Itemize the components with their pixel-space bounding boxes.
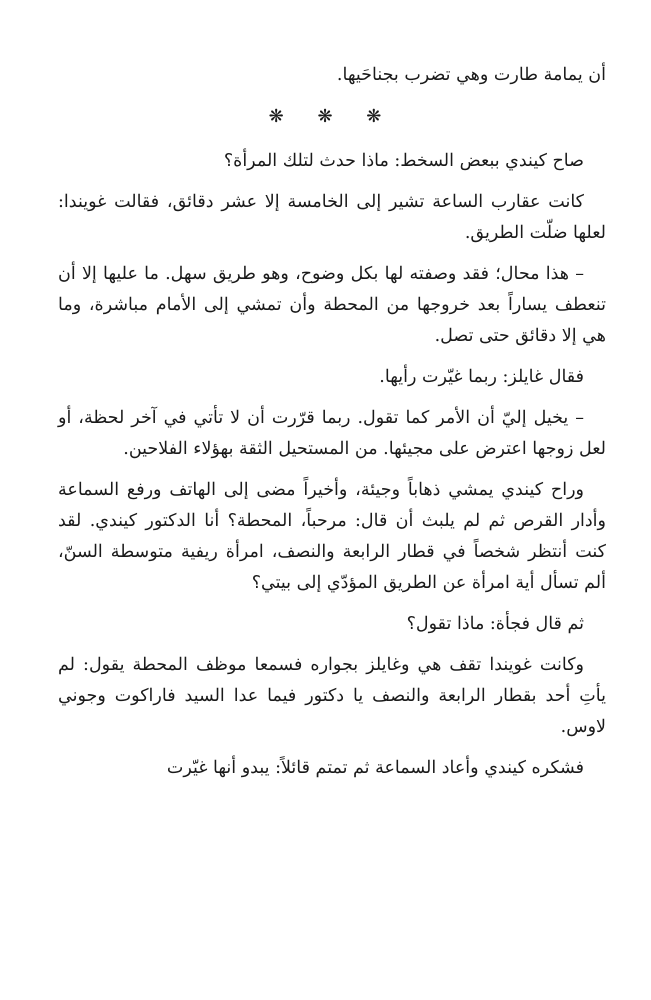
paragraph-2: صاح كيندي ببعض السخط: ماذا حدث لتلك المرأة؟ [223,151,584,171]
paragraph-9: وكانت غويندا تقف هي وغايلز بجواره فسمعا موظف المحطة يقول: لم يأتِ أحد بقطار الرابعة والنصف يا دكتور فيما عدا السيد فاراكوت وجوني لاوس. [58,655,606,737]
paragraph-7: وراح كيندي يمشي ذهاباً وجيئة، وأخيراً مضى إلى الهاتف ورفع السماعة وأدار القرص ثم لم يلبث أن قال: مرحباً، المحطة؟ أنا الدكتور كيندي. لقد كنت أنتظر شخصاً في قطار الرابعة والنصف، امرأة ريفية متوسطة السنّ، ألم تسأل أية امرأة عن الطريق المؤدّي إلى بيتي؟ [58,480,606,593]
paragraph-6: – يخيل إليّ أن الأمر كما تقول. ربما قرّرت أن لا تأتي في آخر لحظة، أو لعل زوجها اعترض على مجيئها. من المستحيل الثقة بهؤلاء الفلاحين. [58,408,606,459]
paragraph-1: أن يمامة طارت وهي تضرب بجناحَيها. [336,65,606,85]
section-separator: ❋ ❋ ❋ [268,106,396,127]
paragraph-10: فشكره كيندي وأعاد السماعة ثم تمتم قائلاً: يبدو أنها غيّرت [166,758,584,778]
paragraph-4: – هذا محال؛ فقد وصفته لها بكل وضوح، وهو طريق سهل. ما عليها إلا أن تنعطف يساراً بعد خروجها من المحطة وأن تمشي إلى الأمام مباشرة، وما هي إلا دقائق حتى تصل. [58,264,606,346]
paragraph-5: فقال غايلز: ربما غيّرت رأيها. [379,367,584,387]
paragraph-8: ثم قال فجأة: ماذا تقول؟ [406,614,584,634]
paragraph-3: كانت عقارب الساعة تشير إلى الخامسة إلا عشر دقائق، فقالت غويندا: لعلها ضلّت الطريق. [58,192,606,243]
book-page [58,60,606,794]
